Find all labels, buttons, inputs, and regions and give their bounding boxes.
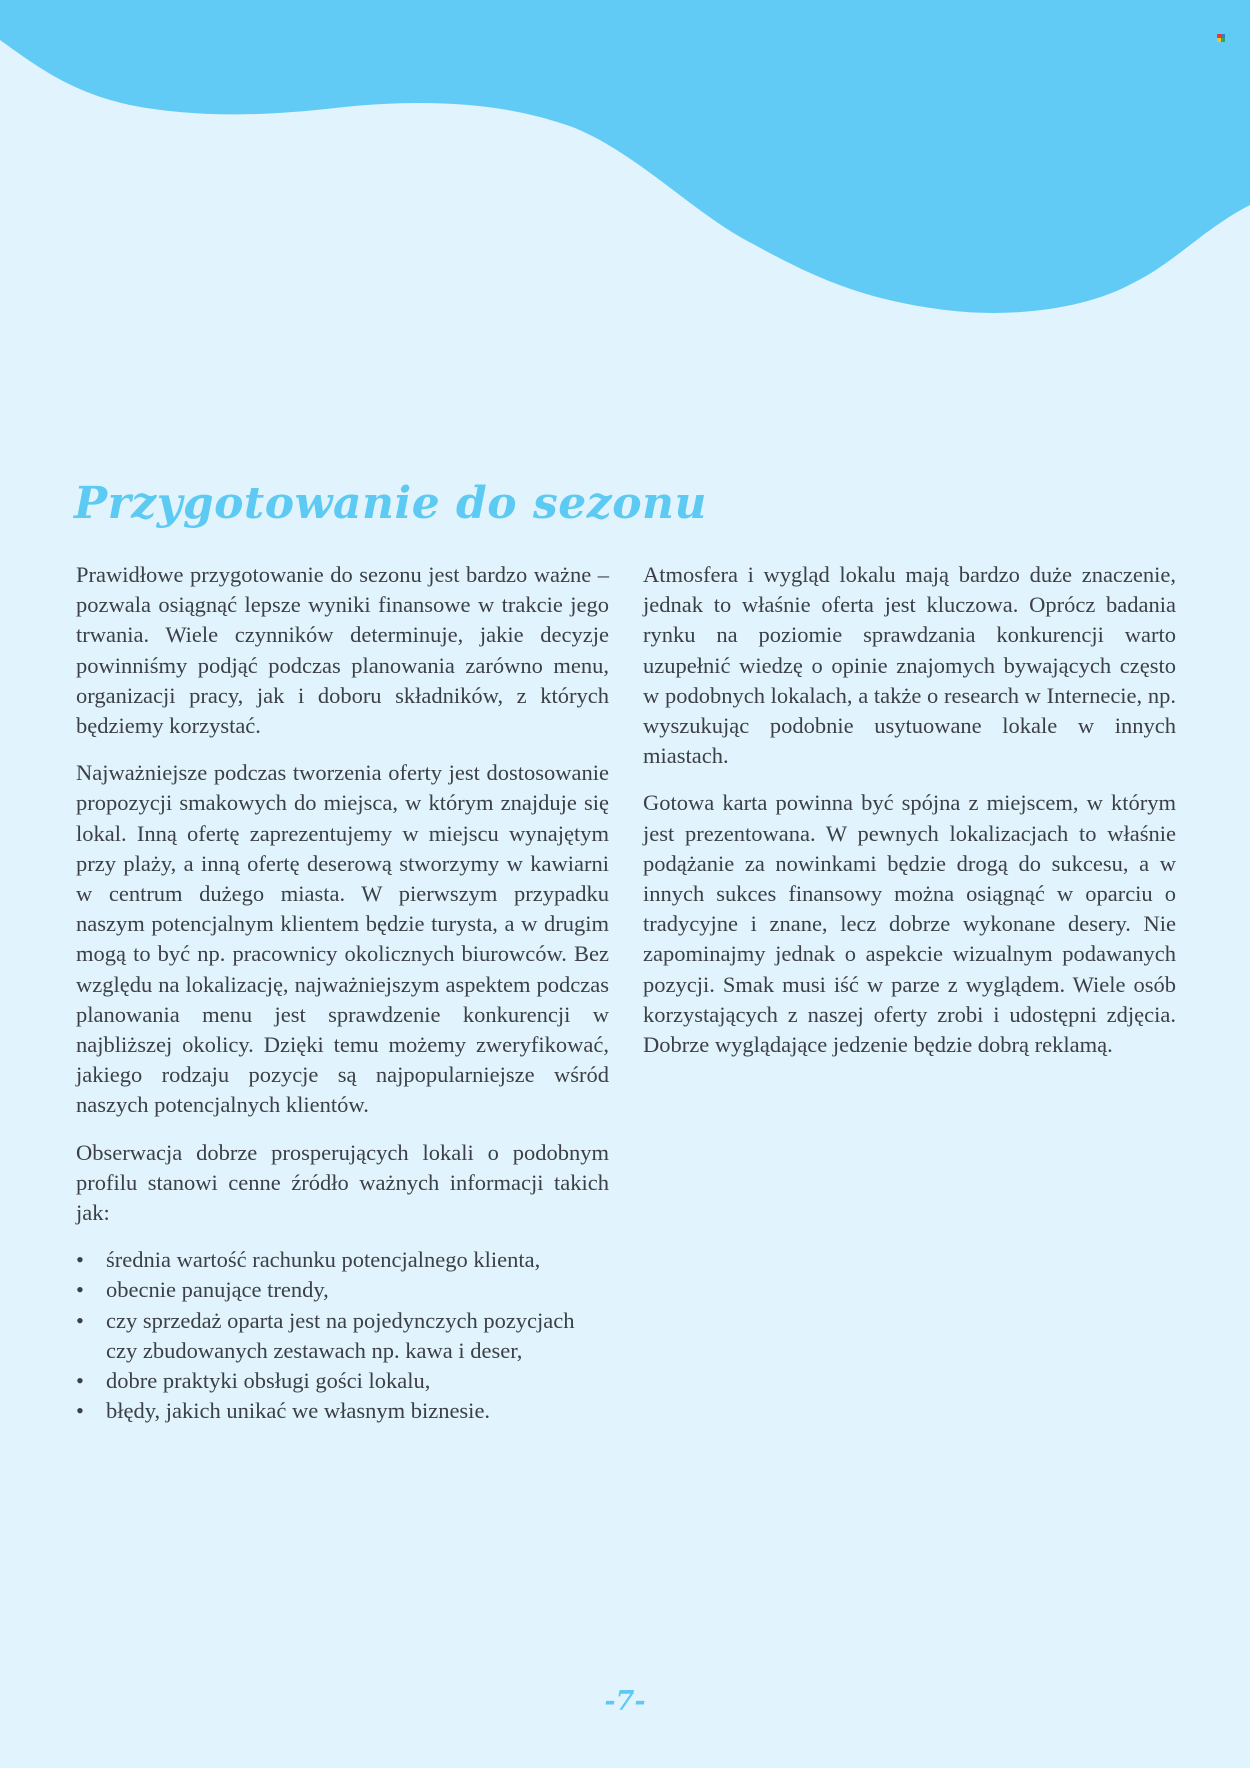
paragraph-atmosphere: Atmosfera i wygląd lokalu mają bardzo duże znaczenie, jednak to właśnie oferta jest kluczowa. Oprócz badania rynku na poziomie sprawdzania konkurencji warto uzupełnić wiedzę o opinie znajomych bywających często w podobnych lokalach, a także o research w Internecie, np. wyszukując podobnie usytuowane lokale w innych miastach. [643,562,1176,769]
list-item: • błędy, jakich unikać we własnym biznesie. [76,1396,609,1426]
paragraph-season-preparation: Prawidłowe przygotowanie do sezonu jest bardzo ważne – pozwala osiągnąć lepsze wyniki finansowe w trakcie jego trwania. Wiele czynników determinuje, jakie decyzje powinniśmy podjąć podczas planowania zarówno menu, organizacji pracy, jak i doboru składników, z których będziemy korzystać. [76,562,609,739]
page-heading: Przygotowanie do sezonu [74,478,708,529]
page-number: -7- [604,1686,646,1717]
list-item: • dobre praktyki obsługi gości lokalu, [76,1366,609,1396]
list-item: • obecnie panujące trendy, [76,1275,609,1305]
paragraph-observation: Obserwacja dobrze prosperujących lokali o podobnym profilu stanowi cenne źródło ważnych informacji takich jak: [76,1139,609,1226]
list-item: • średnia wartość rachunku potencjalnego klienta, [76,1245,609,1275]
paragraph-offer-adaptation: Najważniejsze podczas tworzenia oferty jest dostosowanie propozycji smakowych do miejsca, w którym znajduje się lokal. Inną ofertę zaprezentujemy w miejscu wynajętym przy plaży, a inną ofertę deserową stworzymy w kawiarni w centrum dużego miasta. W pierwszym przypadku naszym potencjalnym klientem będzie turysta, a w drugim mogą to być np. pracownicy okolicznych biurowców. Bez względu na lokalizację, najważniejszym aspektem podczas planowania menu jest sprawdzenie konkurencji w najbliższej okolicy. Dzięki temu możemy zweryfikować, jakiego rodzaju pozycje są najpopularniejsze wśród naszych potencjalnych klientów. [76,760,609,1118]
list-item: • czy sprzedaż oparta jest na pojedynczych pozycjach czy zbudowanych zestawach np. kawa i deser, [76,1306,609,1366]
right-column [643,560,1176,1077]
paragraph-menu-card: Gotowa karta powinna być spójna z miejscem, w którym jest prezentowana. W pewnych lokalizacjach to właśnie podążanie za nowinkami będzie drogą do sukcesu, a w innych sukces finansowy można osiągnąć w oparciu o tradycyjne i znane, lecz dobrze wykonane desery. Nie zapominajmy jednak o aspekcie wizualnym podawanych pozycji. Smak musi iść w parze z wyglądem. Wiele osób korzystających z naszej oferty zrobi i udostępni zdjęcia. Dobrze wyglądające jedzenie będzie dobrą reklamą. [643,790,1176,1058]
brand-mark-icon [1217,34,1225,42]
information-list [76,1245,609,1426]
header-wave-decoration [0,0,1250,330]
left-column [76,560,609,1426]
